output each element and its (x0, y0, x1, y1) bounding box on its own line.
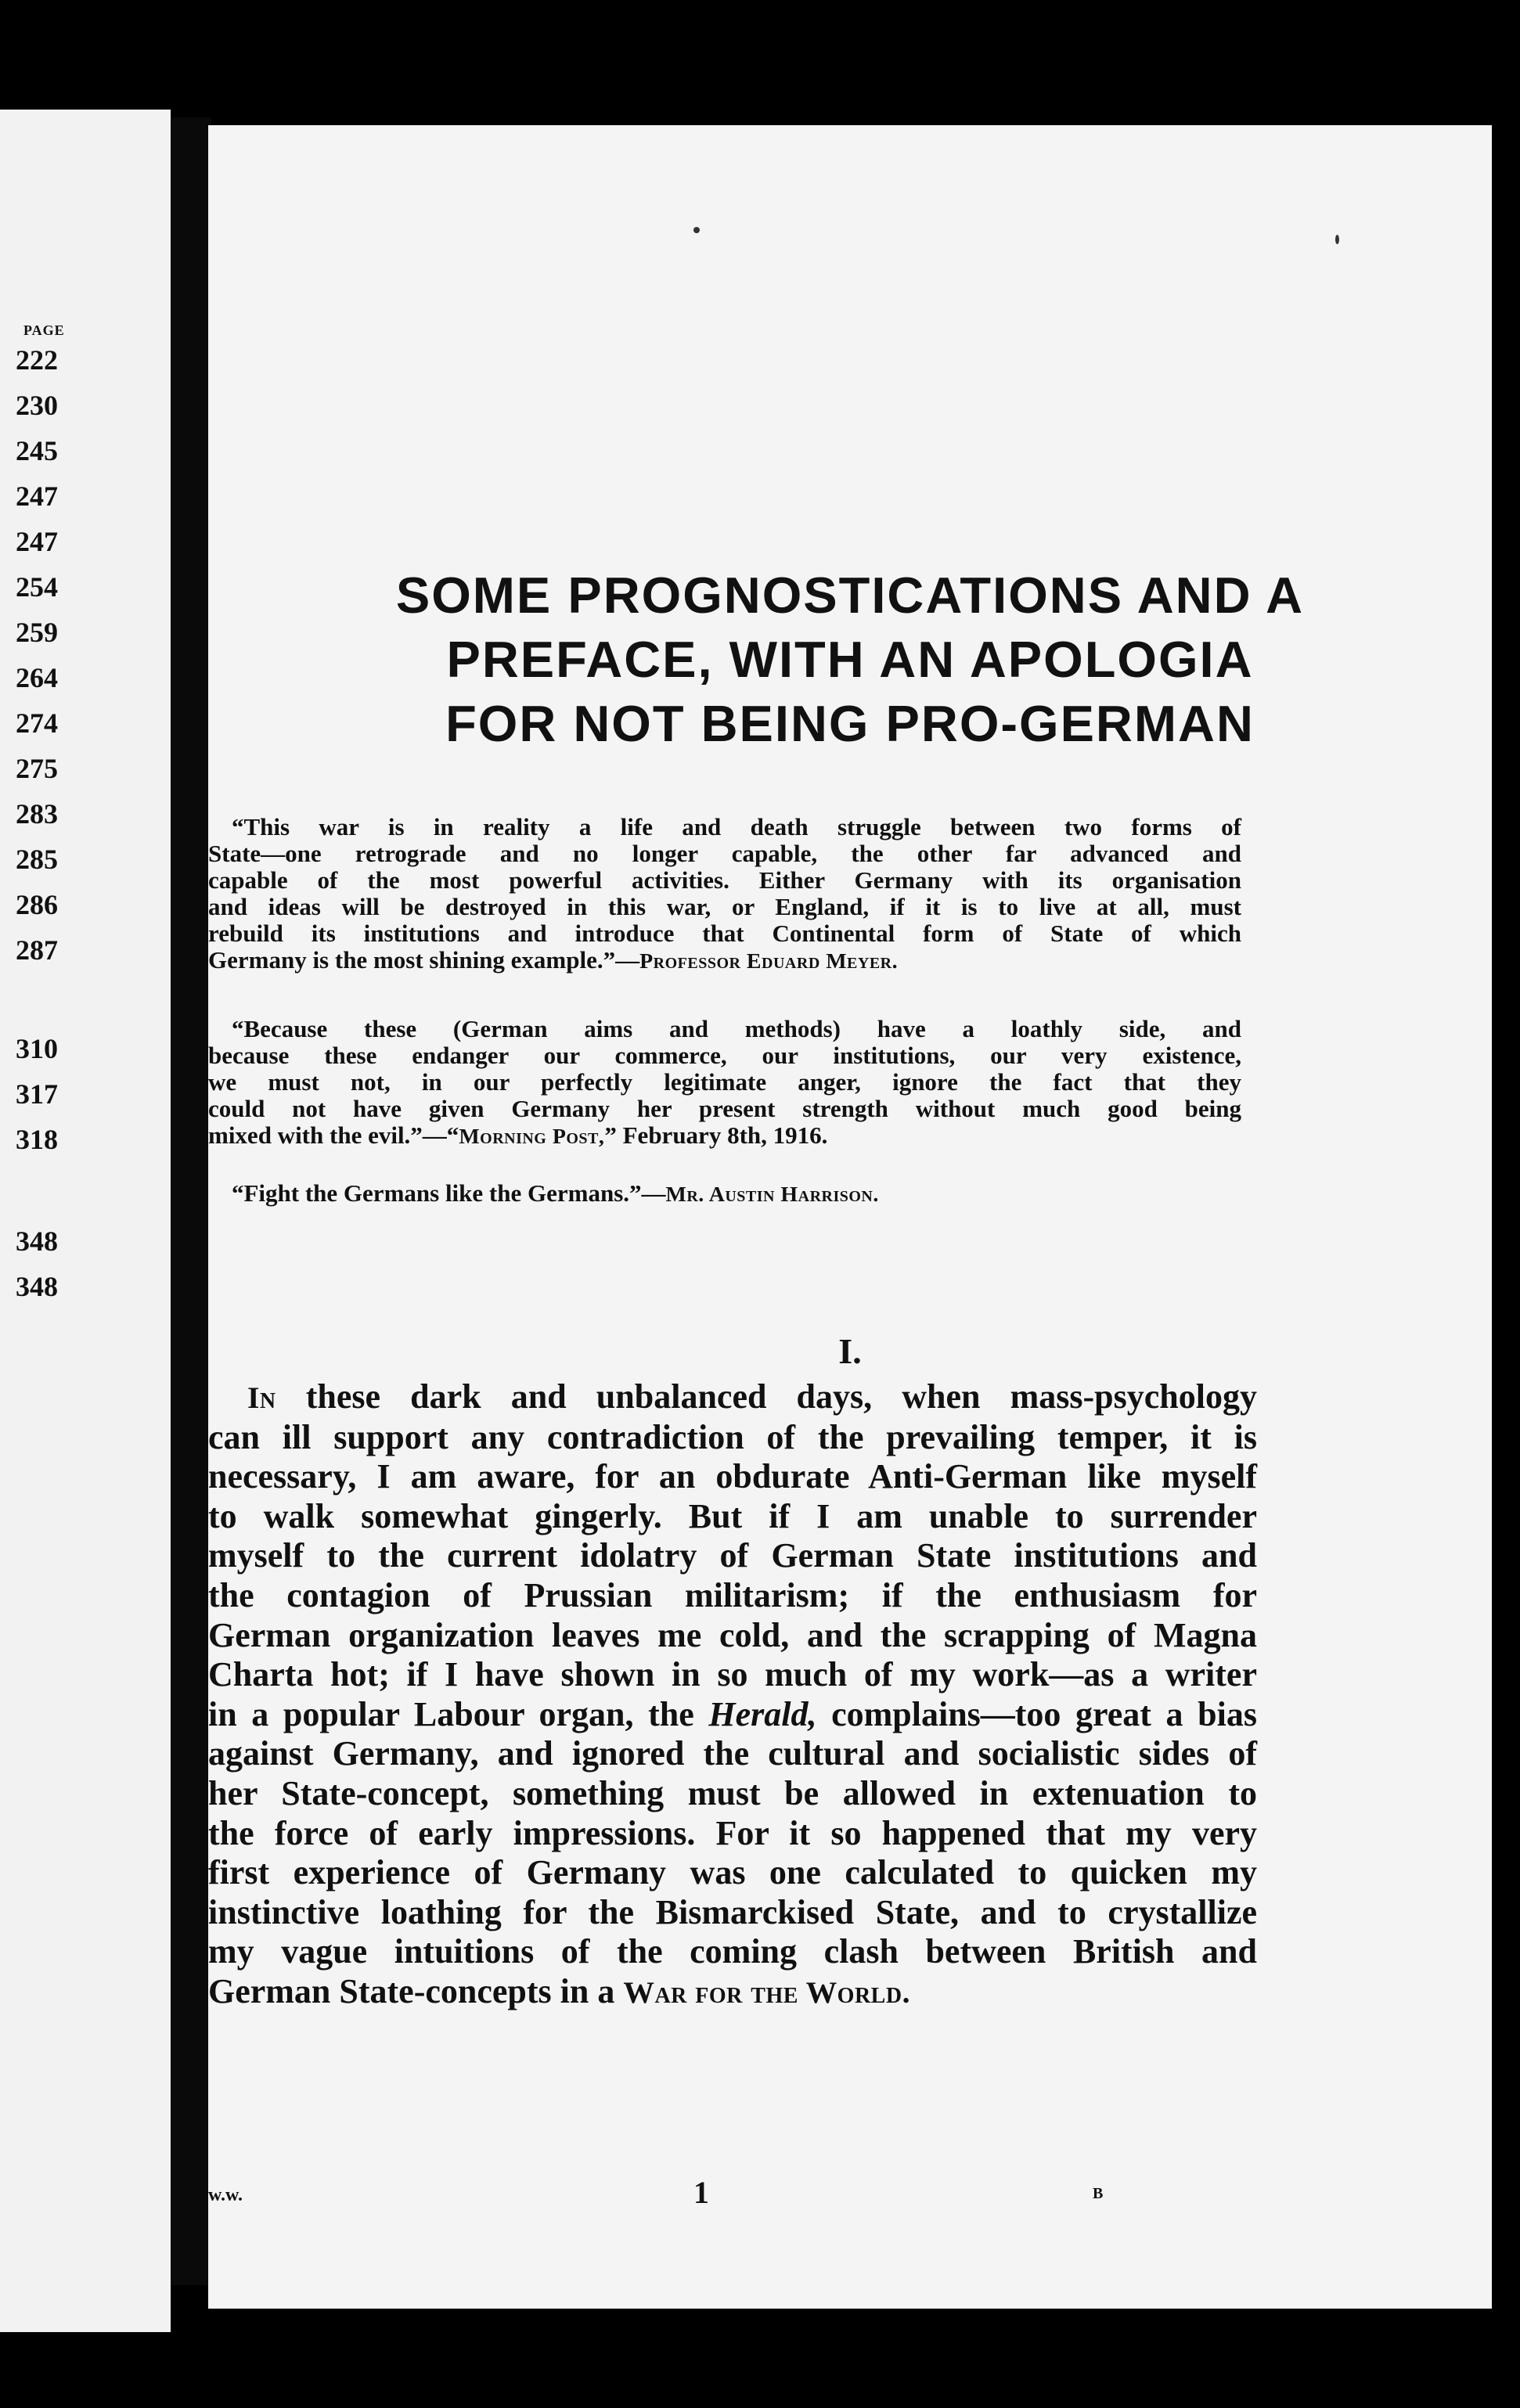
body-paragraph (208, 1377, 1257, 2013)
body-line-text: Charta hot; if I have shown in so much of my work—as a writer (208, 1655, 1257, 1694)
epigraph-line: State—one retrograde and no longer capable, the other far advanced and (208, 840, 1241, 867)
epigraph-text: mixed with the evil.”—“ (208, 1121, 459, 1149)
page-ref-number: 247 (16, 526, 58, 557)
body-line (208, 1377, 1257, 1418)
page-ref-number: 348 (16, 1226, 58, 1257)
section-number: I. (838, 1331, 862, 1371)
body-line-text: German State-concepts in a (208, 1971, 624, 2010)
page-ref-number: 348 (16, 1271, 58, 1302)
epigraph-line: “Because these (German aims and methods) have a loathly side, and (232, 1015, 1241, 1042)
page-column-header: PAGE (23, 322, 65, 338)
epigraph-date: ” February 8th, 1916. (604, 1121, 828, 1149)
body-line-text: in a popular Labour organ, the (208, 1694, 709, 1733)
signature-mark: w.w. (208, 2185, 243, 2205)
body-line (208, 1972, 1257, 2013)
page-ref-number: 245 (16, 435, 58, 466)
page-number: 1 (693, 2175, 709, 2210)
body-line (208, 1457, 1257, 1497)
page-ref-number: 287 (16, 934, 58, 966)
chapter-title (208, 563, 1492, 756)
epigraph-line: “This war is in reality a life and death struggle between two forms of (232, 813, 1241, 840)
body-line-text: myself to the current idolatry of German State institutions and (208, 1536, 1257, 1575)
body-line (208, 1695, 1257, 1735)
body-line (208, 1576, 1257, 1616)
epigraph-line (208, 947, 1241, 975)
page-ref-number: 230 (16, 390, 58, 421)
body-line (208, 1536, 1257, 1576)
body-line-text: complains—too great a bias (816, 1694, 1257, 1733)
title-line: PREFACE, WITH AN APOLOGIA (446, 631, 1254, 688)
epigraph-attribution: Morning Post, (459, 1125, 605, 1149)
epigraph-line: because these endanger our commerce, our institutions, our very existence, (208, 1042, 1241, 1069)
page-ref-number: 222 (16, 344, 58, 376)
epigraph-attribution: Professor Eduard Meyer. (639, 949, 899, 974)
epigraph-attribution: Mr. Austin Harrison. (665, 1182, 879, 1207)
epigraph-line: we must not, in our perfectly legitimate anger, ignore the fact that they (208, 1068, 1241, 1096)
page-ref-number: 264 (16, 662, 58, 693)
epigraph-text: Germany is the most shining example.”— (208, 946, 640, 974)
page-ref-number: 286 (16, 889, 58, 920)
body-line: my vague intuitions of the coming clash between British and (208, 1932, 1257, 1971)
title-line: SOME PROGNOSTICATIONS AND A (395, 567, 1305, 624)
body-line-text: to walk somewhat gingerly. But if I am unable to surrender (208, 1496, 1257, 1535)
title-line: FOR NOT BEING PRO-GERMAN (445, 695, 1255, 752)
body-line-text: these dark and unbalanced days, when mass-psychology (276, 1377, 1257, 1416)
page-ref-number: 259 (16, 617, 58, 648)
body-line: against Germany, and ignored the cultural and socialistic sides of (208, 1734, 1257, 1773)
epigraph-line: capable of the most powerful activities. Either Germany with its organisation (208, 866, 1241, 894)
epigraph-line: rebuild its institutions and introduce that Continental form of State of which (208, 920, 1241, 947)
page-ref-number: 285 (16, 844, 58, 875)
page-ref-number: 318 (16, 1124, 58, 1155)
page-ref-number: 317 (16, 1078, 58, 1110)
epigraph-line (208, 1122, 1241, 1150)
body-line-text: German organization leaves me cold, and the scrapping of Magna (208, 1615, 1257, 1654)
page-ref-number: 247 (16, 481, 58, 512)
body-line (208, 1655, 1257, 1695)
facing-page (0, 110, 171, 2332)
body-line-text: the contagion of Prussian militarism; if the enthusiasm for (208, 1575, 1257, 1614)
epigraph-line (208, 1180, 1241, 1208)
body-line (208, 1497, 1257, 1537)
page-ref-number: 275 (16, 753, 58, 784)
book-gutter (171, 117, 211, 2285)
page-ref-number: 283 (16, 798, 58, 830)
main-page (208, 125, 1492, 2309)
epigraph-line: and ideas will be destroyed in this war, or England, if it is to live at all, must (208, 893, 1241, 920)
body-line: her State-concept, something must be allowed in extenuation to (208, 1773, 1257, 1812)
body-line: first experience of Germany was one calculated to quicken my (208, 1853, 1257, 1892)
page-ref-number: 274 (16, 707, 58, 739)
body-line-text: necessary, I am aware, for an obdurate Anti-German like myself (208, 1457, 1257, 1496)
epigraph-line: could not have given Germany her present strength without much good being (208, 1095, 1241, 1122)
epigraph-morning-post (208, 1016, 1241, 1150)
page-ref-number: 310 (16, 1033, 58, 1064)
newspaper-name: Herald, (708, 1694, 817, 1733)
epigraph-harrison (208, 1180, 1241, 1208)
book-title-ref: War for the World. (623, 1974, 910, 2010)
signature-letter: B (1093, 2185, 1104, 2202)
drop-word: In (247, 1380, 276, 1415)
page-ref-number: 254 (16, 571, 58, 603)
epigraph-meyer (208, 814, 1241, 975)
body-line (208, 1418, 1257, 1458)
body-line: instinctive loathing for the Bismarckised State, and to crystallize (208, 1892, 1257, 1931)
body-line-text: can ill support any contradiction of the prevailing temper, it is (208, 1417, 1257, 1456)
print-speck (693, 227, 700, 233)
body-line (208, 1616, 1257, 1656)
print-speck (1335, 235, 1339, 244)
body-line: the force of early impressions. For it so happened that my very (208, 1813, 1257, 1852)
epigraph-text: “Fight the Germans like the Germans.”— (232, 1179, 666, 1207)
